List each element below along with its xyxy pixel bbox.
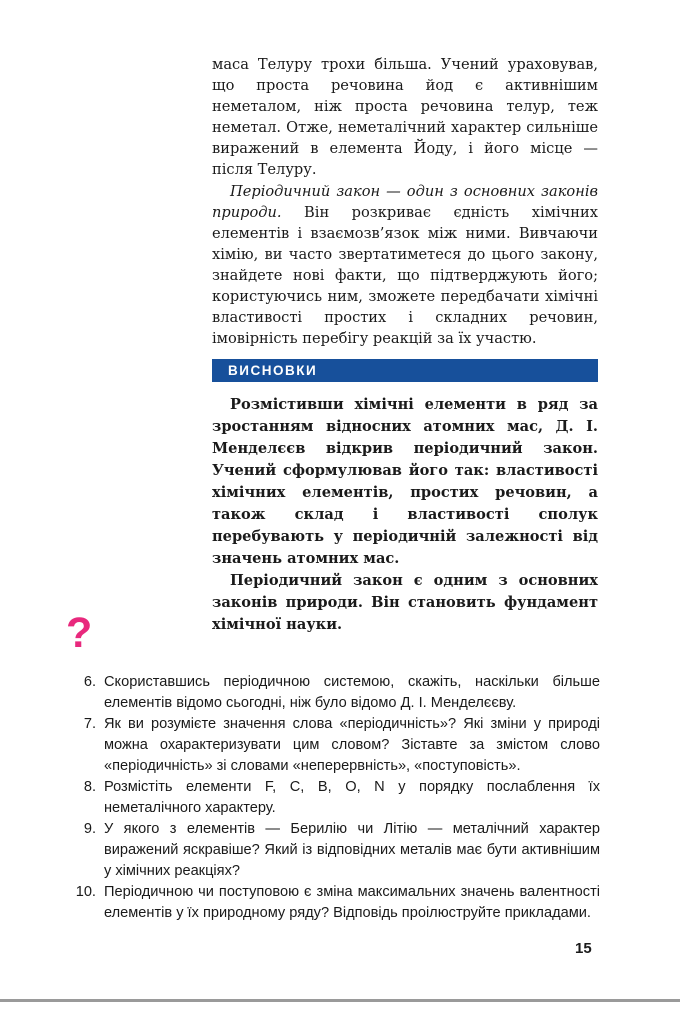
intro-paragraph-2: [212, 181, 598, 350]
question-number: 8.: [83, 779, 96, 795]
intro-text: [212, 54, 598, 349]
question-text: Скориставшись періодичною системою, скажіть, наскільки більше елементів відомо сьогодні, ніж було відомо Д. І. Менделєєву.: [104, 674, 600, 711]
question-item: [74, 672, 600, 714]
intro-paragraph-2-rest: Він розкриває єдність хімічних елементів і взаємозв’язок між ними. Вивчаючи хімію, ви часто звертатиметеся до цього закону, знайдете нові факти, що підтверджують його; користуючись ним, зможете передбачати хімічні властивості простих і складних речовин, імовірність перебігу реакцій за їх участю.: [212, 203, 598, 348]
conclusions-heading: ВИСНОВКИ: [212, 359, 598, 382]
question-item: [74, 777, 600, 819]
question-item: [74, 882, 600, 924]
periodic-law-statement: Періодичний закон — один з основних законів природи.: [212, 182, 598, 221]
question-number: 10.: [75, 884, 96, 900]
question-text: Як ви розумієте значення слова «періодичність»? Які зміни у природі можна охарактеризувати цим словом? Зіставте за змістом слово «періодичність» зі словами «неперервність», «поступовість».: [104, 716, 600, 774]
question-text: У якого з елементів — Берилію чи Літію — металічний характер виражений яскравіше? Який із відповідних металів має бути активнішим у хімічних реакціях?: [104, 821, 600, 879]
question-item: [74, 714, 600, 777]
question-mark-icon: ?: [66, 609, 93, 657]
conclusions-text: [212, 394, 598, 636]
question-number: 9.: [83, 821, 96, 837]
intro-paragraph-1: маса Телуру трохи більша. Учений ураховував, що проста речовина йод є активнішим неметалом, ніж проста речовина телур, теж неметал. Отже, неметалічний характер сильніше виражений в елемента Йоду, і його місце — після Телуру.: [212, 56, 598, 179]
conclusions-paragraph-2: Періодичний закон є одним з основних законів природи. Він становить фундамент хімічної науки.: [212, 572, 598, 633]
question-text: Періодичною чи поступовою є зміна максимальних значень валентності елементів у їх природному ряду? Відповідь проілюструйте прикладами.: [104, 884, 600, 921]
question-item: [74, 819, 600, 882]
conclusions-paragraph-1: Розмістивши хімічні елементи в ряд за зростанням відносних атомних мас, Д. І. Менделєєв відкрив періодичний закон. Учений сформулював його так: властивості хімічних елементів, простих речовин, а також склад і властивості сполук перебувають у періодичній залежності від значень атомних мас.: [212, 396, 598, 567]
question-text: Розмістіть елементи F, C, B, O, N у порядку послаблення їх неметалічного характеру.: [104, 779, 600, 816]
question-number: 6.: [83, 674, 96, 690]
bottom-divider: [0, 999, 680, 1002]
page-number: 15: [575, 940, 592, 957]
questions-list: [74, 672, 600, 924]
question-number: 7.: [83, 716, 96, 732]
